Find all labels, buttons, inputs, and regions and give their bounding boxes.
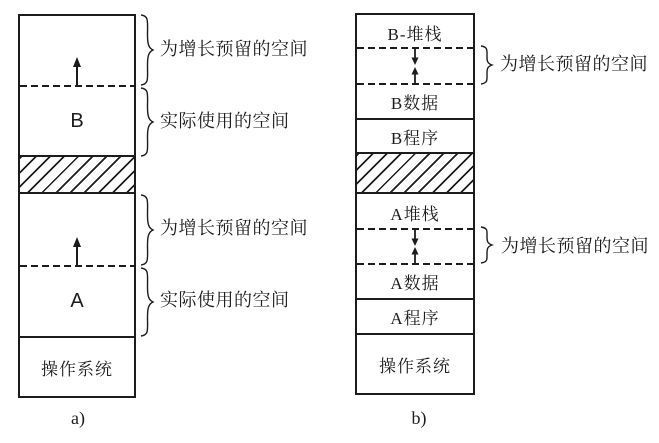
- segment-a-stack: [357, 194, 473, 230]
- segment-b-stack: [357, 15, 473, 49]
- segment-growth-space-b: [20, 16, 134, 87]
- brace-icon: [479, 45, 494, 85]
- segment-growth-space-a: [20, 194, 134, 267]
- brace-icon: [139, 267, 155, 337]
- up-arrow-icon: [71, 237, 83, 265]
- segment-a-data-label: A数据: [390, 274, 440, 293]
- segment-os-a: [20, 338, 134, 396]
- segment-b-program-label: B程序: [390, 128, 440, 148]
- caption-b: b): [411, 408, 427, 428]
- annotation-growth-space-a: 为增长预留的空间: [160, 218, 308, 238]
- segment-os-b-label: 操作系统: [379, 356, 451, 376]
- down-arrow-icon: [410, 49, 420, 65]
- annotation-used-space-b: 实际使用的空间: [160, 111, 290, 131]
- up-arrow-icon: [71, 57, 83, 85]
- segment-a-program: [357, 300, 473, 335]
- segment-a-data: [357, 265, 473, 300]
- segment-os-b: [357, 335, 473, 393]
- segment-unused-hatched-b: [357, 154, 473, 194]
- segment-a: [20, 267, 134, 338]
- memory-column-b: [355, 13, 475, 395]
- memory-column-a: [18, 14, 136, 398]
- brace-icon: [139, 14, 155, 86]
- brace-icon: [479, 226, 494, 264]
- segment-b-stack-label: B-堆栈: [387, 24, 443, 44]
- caption-a: a): [71, 408, 85, 428]
- segment-b-label: B: [70, 109, 84, 132]
- segment-os-a-label: 操作系统: [41, 359, 113, 379]
- segment-b-data: [357, 85, 473, 120]
- brace-icon: [139, 87, 155, 157]
- annotation-growth-space-a: 为增长预留的空间: [501, 236, 649, 256]
- annotation-growth-space-b: 为增长预留的空间: [160, 39, 308, 59]
- segment-unused-hatched-a: [20, 157, 134, 194]
- annotation-used-space-a: 实际使用的空间: [160, 290, 290, 310]
- up-arrow-icon: [410, 67, 420, 83]
- segment-b-data-label: B数据: [390, 94, 440, 113]
- down-arrow-icon: [410, 230, 420, 246]
- segment-a-stack-label: A堆栈: [390, 204, 440, 224]
- up-arrow-icon: [410, 247, 420, 263]
- brace-icon: [139, 194, 155, 266]
- segment-a-label: A: [70, 290, 84, 312]
- segment-b-program: [357, 120, 473, 154]
- segment-b: [20, 87, 134, 157]
- segment-growth-space-a: [357, 230, 473, 265]
- segment-growth-space-b: [357, 49, 473, 85]
- segment-a-program-label: A程序: [390, 309, 440, 328]
- annotation-growth-space-b: 为增长预留的空间: [500, 54, 648, 74]
